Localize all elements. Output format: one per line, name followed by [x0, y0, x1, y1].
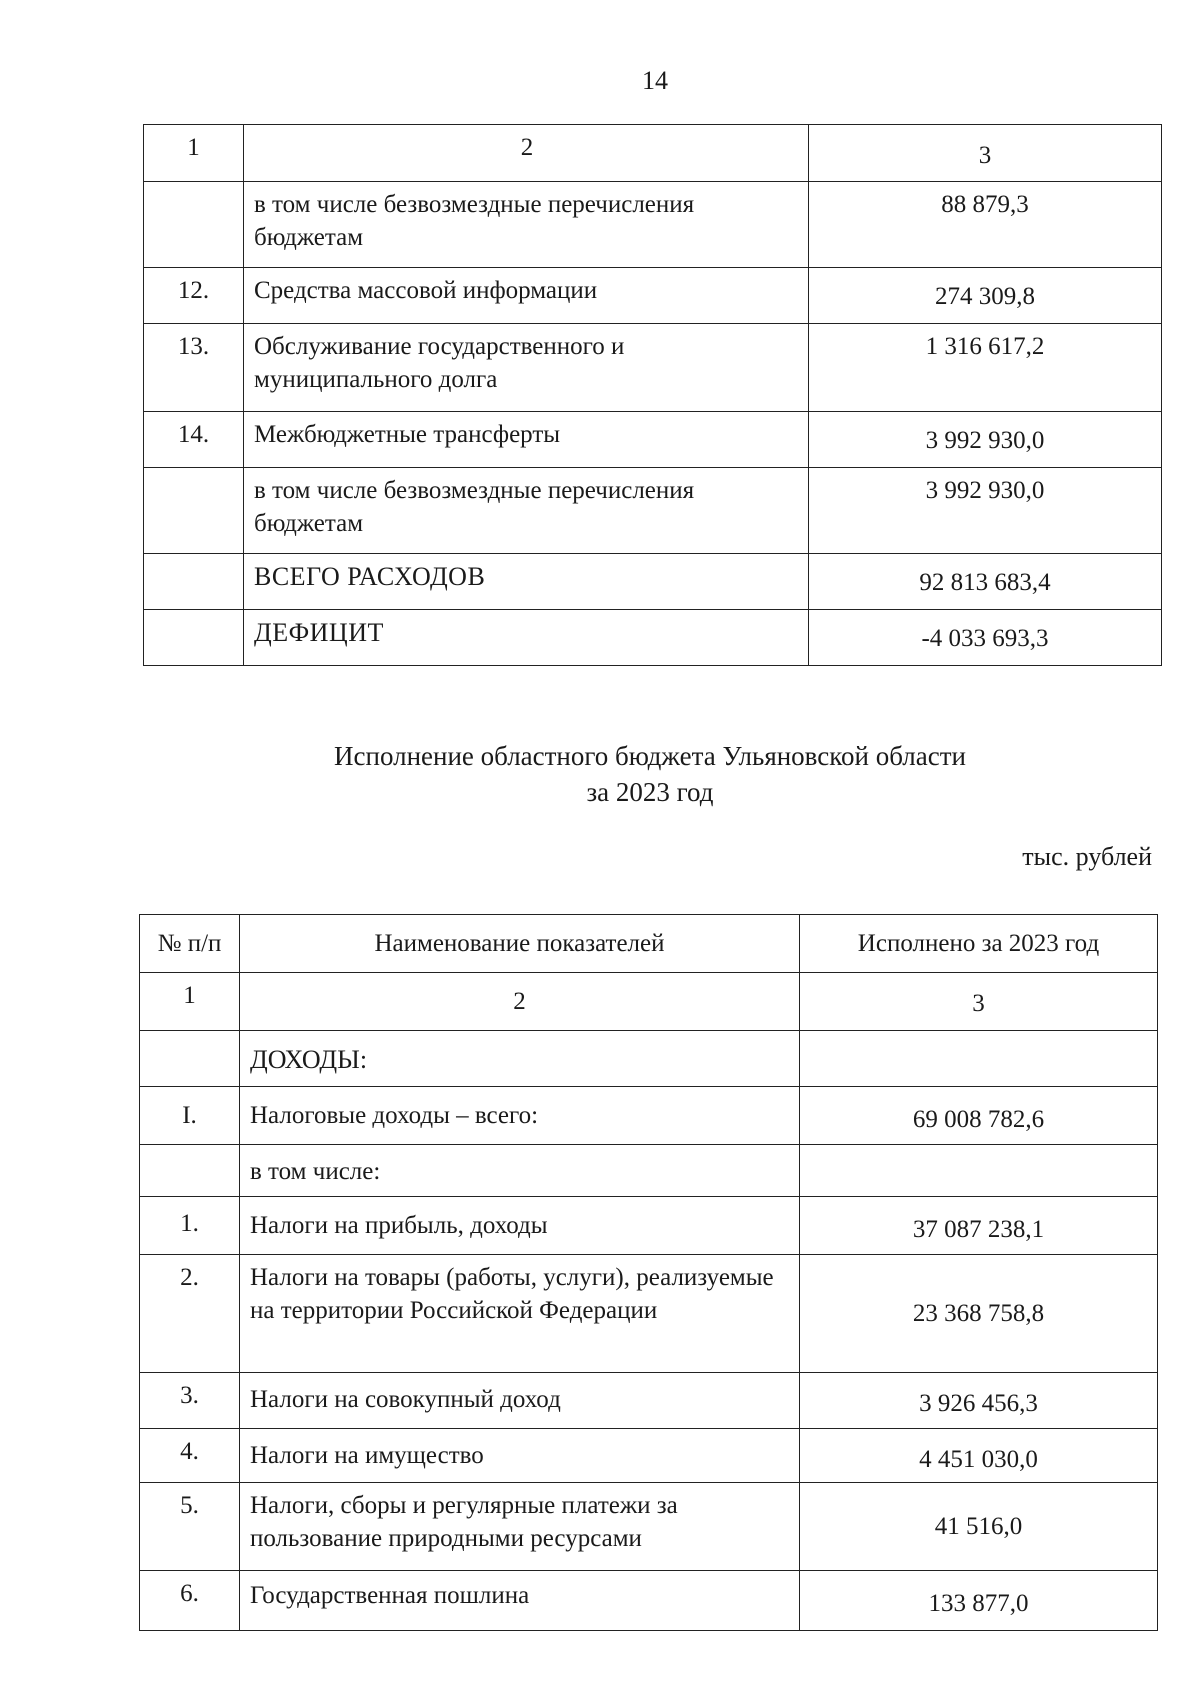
row-value: 274 309,8 [809, 268, 1162, 324]
table-row [144, 182, 1162, 268]
table-row [144, 610, 1162, 666]
row-value: 1 316 617,2 [809, 324, 1162, 412]
row-name: Государственная пошлина [240, 1571, 800, 1631]
page-number: 14 [642, 66, 668, 95]
budget-execution-table [139, 914, 1158, 1631]
table-row [140, 1031, 1158, 1087]
table-row [140, 1483, 1158, 1571]
row-number [140, 1031, 240, 1087]
row-value: 3 992 930,0 [809, 412, 1162, 468]
row-number: 12. [144, 268, 244, 324]
row-name: Средства массовой информации [244, 268, 809, 324]
col-number-2: 2 [244, 125, 809, 182]
row-number [140, 1145, 240, 1197]
row-name: Межбюджетные трансферты [244, 412, 809, 468]
table-row [144, 324, 1162, 412]
table-row [140, 1087, 1158, 1145]
header-number: № п/п [140, 915, 240, 973]
row-name: Налоговые доходы – всего: [240, 1087, 800, 1145]
column-number-row [140, 973, 1158, 1031]
row-number [144, 182, 244, 268]
table-row [140, 1197, 1158, 1255]
col-number-3: 3 [800, 973, 1158, 1031]
row-number: 1. [140, 1197, 240, 1255]
units-label: тыс. рублей [1022, 842, 1152, 871]
row-name: Налоги на товары (работы, услуги), реализуемые на территории Российской Федерации [240, 1255, 800, 1373]
table-row [144, 554, 1162, 610]
row-value: 23 368 758,8 [800, 1255, 1158, 1373]
table-caption [0, 738, 1200, 810]
row-name: в том числе безвозмездные перечисления бюджетам [244, 468, 809, 554]
header-value: Исполнено за 2023 год [800, 915, 1158, 973]
row-value: -4 033 693,3 [809, 610, 1162, 666]
row-value: 3 926 456,3 [800, 1373, 1158, 1429]
row-name: Налоги на прибыль, доходы [240, 1197, 800, 1255]
table-row [144, 412, 1162, 468]
row-value: 133 877,0 [800, 1571, 1158, 1631]
row-number: 13. [144, 324, 244, 412]
col-number-1: 1 [140, 973, 240, 1031]
row-value: 69 008 782,6 [800, 1087, 1158, 1145]
row-value: 37 087 238,1 [800, 1197, 1158, 1255]
table-row [140, 1255, 1158, 1373]
row-number: 4. [140, 1429, 240, 1483]
row-value: 92 813 683,4 [809, 554, 1162, 610]
row-number [144, 468, 244, 554]
row-value: 3 992 930,0 [809, 468, 1162, 554]
row-number: 3. [140, 1373, 240, 1429]
row-number: 5. [140, 1483, 240, 1571]
caption-line-2: за 2023 год [586, 777, 714, 807]
row-name: Налоги на имущество [240, 1429, 800, 1483]
row-number: 6. [140, 1571, 240, 1631]
row-value [800, 1145, 1158, 1197]
header-row [140, 915, 1158, 973]
row-name: в том числе безвозмездные перечисления бюджетам [244, 182, 809, 268]
row-name: ДОХОДЫ: [240, 1031, 800, 1087]
row-number: I. [140, 1087, 240, 1145]
table-row [144, 468, 1162, 554]
row-value: 4 451 030,0 [800, 1429, 1158, 1483]
table-row [140, 1571, 1158, 1631]
expenses-table-continuation [143, 124, 1162, 666]
row-value: 88 879,3 [809, 182, 1162, 268]
table-row [140, 1429, 1158, 1483]
col-number-3: 3 [809, 125, 1162, 182]
row-name: в том числе: [240, 1145, 800, 1197]
table-row [140, 1145, 1158, 1197]
col-number-1: 1 [144, 125, 244, 182]
col-number-2: 2 [240, 973, 800, 1031]
caption-line-1: Исполнение областного бюджета Ульяновской области [334, 741, 966, 771]
row-name: Налоги на совокупный доход [240, 1373, 800, 1429]
table-row [144, 268, 1162, 324]
row-name: Обслуживание государственного и муниципального долга [244, 324, 809, 412]
header-name: Наименование показателей [240, 915, 800, 973]
row-value: 41 516,0 [800, 1483, 1158, 1571]
row-number [144, 610, 244, 666]
table-row [140, 1373, 1158, 1429]
row-number: 14. [144, 412, 244, 468]
row-value [800, 1031, 1158, 1087]
row-number [144, 554, 244, 610]
row-name: ДЕФИЦИТ [244, 610, 809, 666]
row-name: ВСЕГО РАСХОДОВ [244, 554, 809, 610]
row-name: Налоги, сборы и регулярные платежи за пользование природными ресурсами [240, 1483, 800, 1571]
column-number-row [144, 125, 1162, 182]
row-number: 2. [140, 1255, 240, 1373]
